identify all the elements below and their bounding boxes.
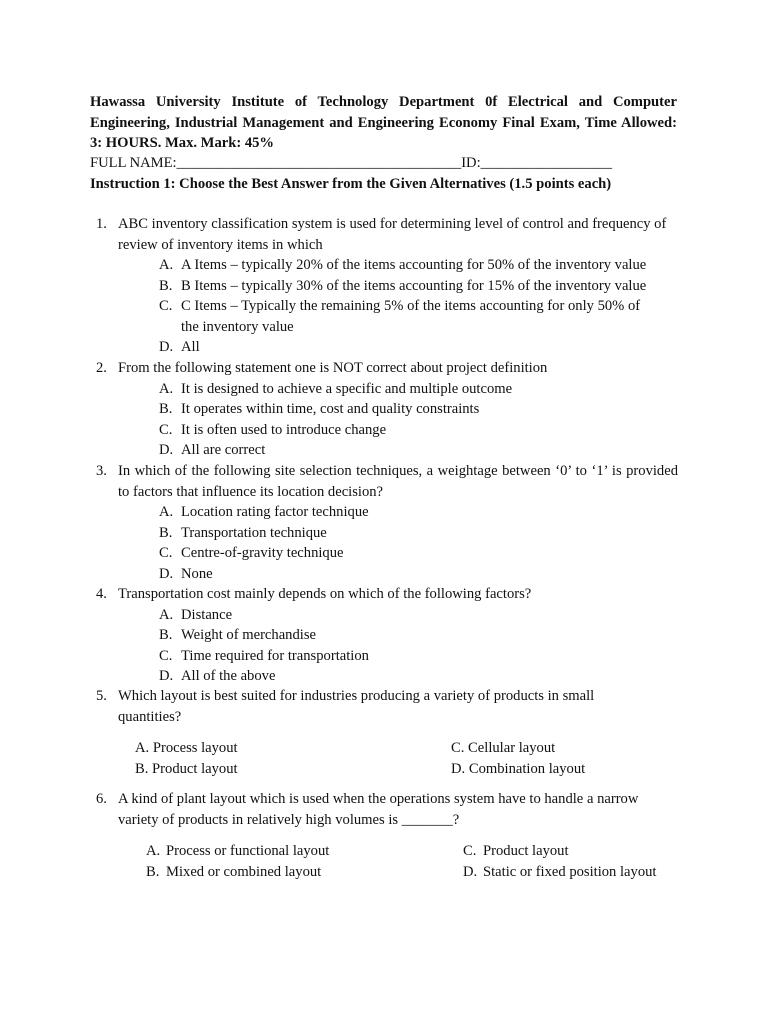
option-d xyxy=(463,862,656,883)
option-text: All are correct xyxy=(181,442,266,458)
full-name-id-line: FULL NAME:_______________________________________ID:__________________ xyxy=(90,155,612,171)
option-a xyxy=(159,605,678,626)
question-number: 5. xyxy=(96,688,107,704)
option-text: Transportation technique xyxy=(181,524,327,541)
option-text: Product layout xyxy=(152,761,238,777)
option-text: It operates within time, cost and quality constraints xyxy=(181,401,480,417)
option-text: Cellular layout xyxy=(468,740,556,756)
option-a xyxy=(159,502,678,523)
exam-title: Hawassa University Institute of Technology Department 0f Electrical and Computer Engineering, Industrial Management and Engineering Economy Final Exam, Time Allowed: 3: HOURS. Max. Mark: 45% xyxy=(90,94,677,151)
option-a xyxy=(159,379,678,400)
option-c xyxy=(463,841,569,862)
option-text: Process layout xyxy=(152,740,238,756)
option-letter: A. xyxy=(146,843,161,859)
option-letter: A. xyxy=(159,504,174,520)
question-3 xyxy=(96,461,678,584)
option-letter: B. xyxy=(159,627,173,643)
option-d xyxy=(159,564,678,585)
question-text: In which of the following site selection techniques, a weightage between ‘0’ to ‘1’ is provided to factors that influence its location decision? xyxy=(118,463,678,500)
option-c xyxy=(159,543,678,564)
option-text: Centre-of-gravity technique xyxy=(181,545,344,561)
option-letter: C. xyxy=(159,298,173,314)
option-letter: B. xyxy=(159,277,173,294)
question-2 xyxy=(96,358,678,461)
option-letter: A. xyxy=(159,257,174,273)
option-text: All xyxy=(181,339,200,355)
option-letter: D. xyxy=(159,565,174,582)
question-text: ABC inventory classification system is used for determining level of control and frequency of review of inventory items in which xyxy=(118,216,667,253)
option-text: Product layout xyxy=(483,843,569,859)
question-1 xyxy=(96,214,678,358)
option-letter: A. xyxy=(159,606,174,623)
option-d xyxy=(159,440,678,461)
question-number: 1. xyxy=(96,216,107,232)
option-letter: B. xyxy=(159,524,173,541)
option-letter: A. xyxy=(159,380,174,397)
option-d xyxy=(451,759,585,780)
option-text: Distance xyxy=(181,606,233,623)
option-b xyxy=(146,862,321,883)
option-text: Static or fixed position layout xyxy=(483,864,657,880)
question-text: Which layout is best suited for industries producing a variety of products in small quantities? xyxy=(118,688,595,725)
option-letter: B. xyxy=(135,761,149,777)
option-c xyxy=(451,738,555,759)
option-text: Time required for transportation xyxy=(181,647,369,664)
option-text: Mixed or combined layout xyxy=(166,864,322,880)
option-text: Weight of merchandise xyxy=(181,627,316,643)
question-number: 3. xyxy=(96,463,107,479)
question-4 xyxy=(96,584,678,687)
option-d xyxy=(159,337,678,358)
question-6 xyxy=(96,789,678,830)
option-text: B Items – typically 30% of the items accounting for 15% of the inventory value xyxy=(181,277,647,294)
option-letter: D. xyxy=(159,668,174,684)
option-a xyxy=(146,841,329,862)
options-list xyxy=(159,502,678,584)
option-text: Combination layout xyxy=(468,761,586,777)
option-text: All of the above xyxy=(181,668,276,684)
option-c xyxy=(159,646,678,667)
options-list xyxy=(159,255,678,358)
option-letter: D. xyxy=(159,339,174,355)
option-b xyxy=(159,625,678,646)
option-b xyxy=(159,399,678,420)
option-a xyxy=(135,738,238,759)
question-5 xyxy=(96,686,678,727)
option-letter: C. xyxy=(451,740,465,756)
options-list xyxy=(159,379,678,461)
option-letter: D. xyxy=(451,761,466,777)
option-c xyxy=(159,420,678,441)
option-letter: C. xyxy=(159,647,173,664)
option-letter: C. xyxy=(463,843,477,859)
question-number: 2. xyxy=(96,360,107,376)
question-text: From the following statement one is NOT correct about project definition xyxy=(118,360,548,376)
option-text: It is designed to achieve a specific and multiple outcome xyxy=(181,380,513,397)
option-text: It is often used to introduce change xyxy=(181,421,387,438)
option-letter: C. xyxy=(159,545,173,561)
question-number: 4. xyxy=(96,586,107,602)
option-text: None xyxy=(181,565,213,582)
option-text: Process or functional layout xyxy=(166,843,330,859)
option-b xyxy=(159,523,678,544)
instruction: Instruction 1: Choose the Best Answer from the Given Alternatives (1.5 points each) xyxy=(90,176,612,192)
question-text: A kind of plant layout which is used when the operations system have to handle a narrow variety of products in relatively high volumes is _______? xyxy=(118,791,639,828)
option-text: Location rating factor technique xyxy=(181,504,369,520)
option-a xyxy=(159,255,678,276)
option-b xyxy=(135,759,238,780)
option-letter: B. xyxy=(159,401,173,417)
option-letter: D. xyxy=(463,864,478,880)
question-text: Transportation cost mainly depends on which of the following factors? xyxy=(118,586,532,602)
option-c xyxy=(159,296,656,337)
option-text: A Items – typically 20% of the items accounting for 50% of the inventory value xyxy=(181,257,647,273)
option-text: C Items – Typically the remaining 5% of the items accounting for only 50% of the inventory value xyxy=(181,298,641,335)
option-b xyxy=(159,276,678,297)
option-d xyxy=(159,666,678,687)
option-letter: B. xyxy=(146,864,160,880)
option-letter: C. xyxy=(159,421,173,438)
option-letter: D. xyxy=(159,442,174,458)
options-list xyxy=(159,605,678,687)
option-letter: A. xyxy=(135,740,150,756)
question-number: 6. xyxy=(96,791,107,807)
